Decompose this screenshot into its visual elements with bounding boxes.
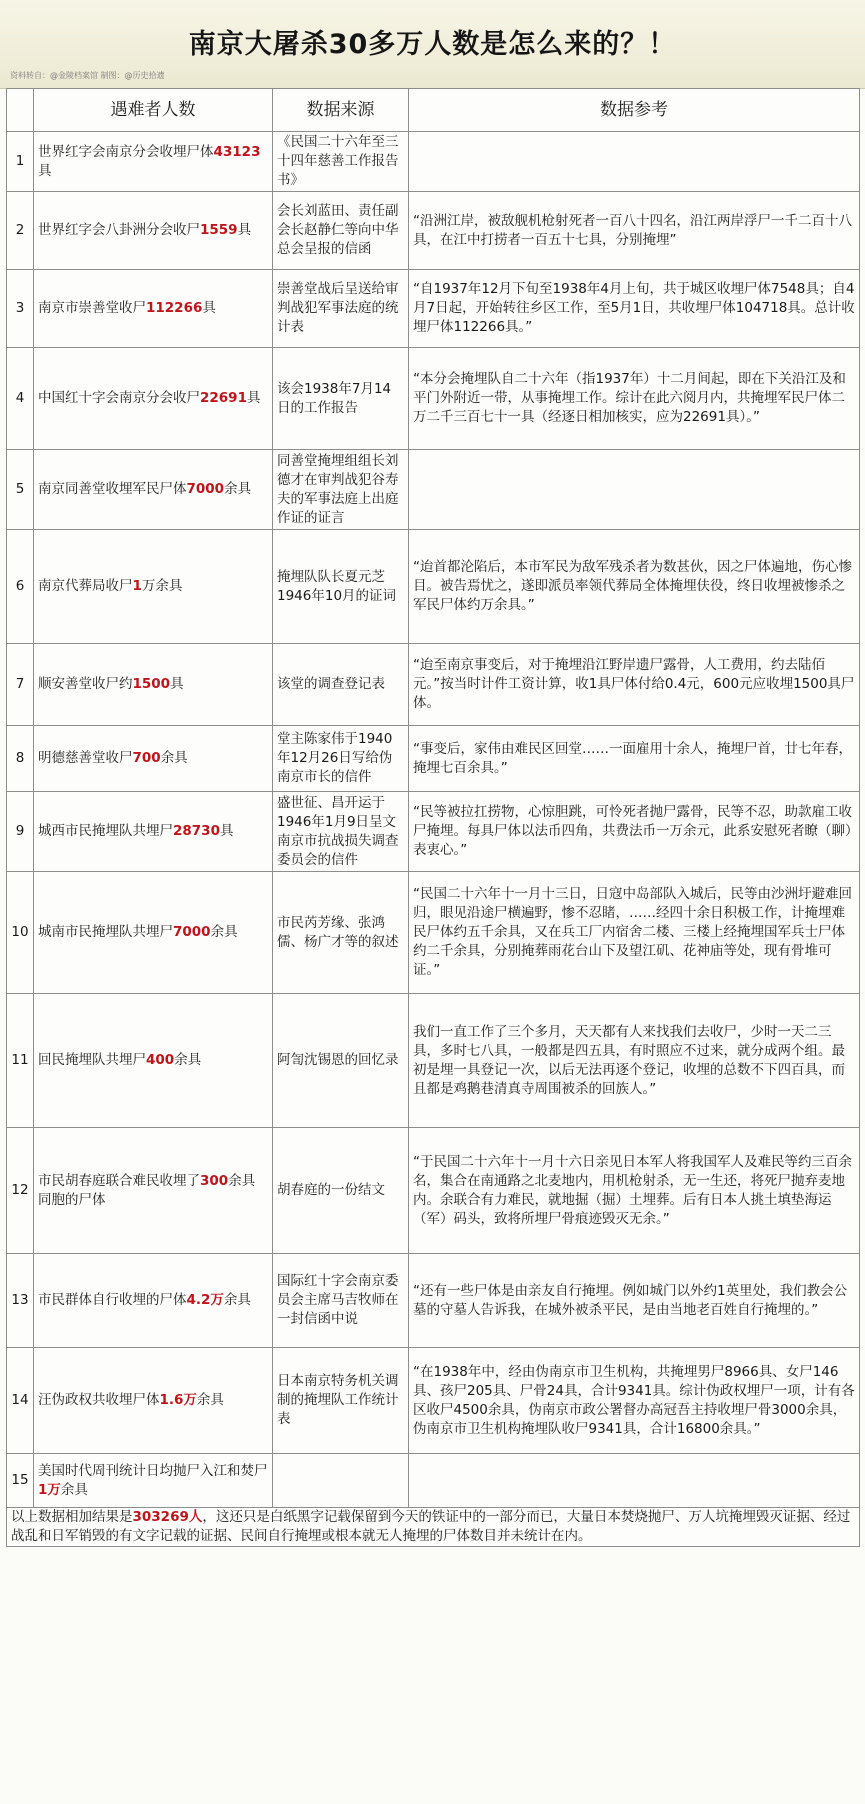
victims-cell	[34, 348, 273, 450]
table-row	[7, 1254, 860, 1348]
source-cell: 会长刘蓝田、责任副会长赵静仁等向中华总会呈报的信函	[273, 192, 409, 270]
header-victims: 遇难者人数	[34, 89, 273, 132]
victims-text: 回民掩埋队共埋尸	[38, 1052, 146, 1068]
victims-count: 1559	[200, 222, 238, 238]
victims-text: 城西市民掩埋队共埋尸	[38, 823, 173, 839]
victims-unit: 具	[237, 222, 252, 238]
victims-text: 顺安善堂收尸约	[38, 676, 133, 692]
row-number: 6	[7, 530, 34, 644]
row-number: 14	[7, 1348, 34, 1454]
victims-text: 汪伪政权共收埋尸体	[38, 1392, 160, 1408]
title-bar	[0, 0, 865, 89]
victims-cell	[34, 132, 273, 192]
row-number: 5	[7, 450, 34, 530]
footer-row	[7, 1508, 860, 1547]
row-number: 2	[7, 192, 34, 270]
row-number: 13	[7, 1254, 34, 1348]
footer-post: ，这还只是白纸黑字记载保留到今天的铁证中的一部分而已，大量日本焚烧抛尸、万人坑掩埋毁灭证据、经过战乱和日军销毁的有文字记载的证据、民间自行掩埋或根本就无人掩埋的尸体数目并未统计在内。	[11, 1509, 851, 1544]
victims-unit: 具	[170, 676, 184, 692]
header-source: 数据来源	[273, 89, 409, 132]
victims-text: 市民群体自行收埋的尸体	[38, 1292, 187, 1308]
reference-cell	[409, 450, 860, 530]
table-row	[7, 530, 860, 644]
header-num	[7, 89, 34, 132]
victims-unit: 余具	[224, 481, 252, 497]
victims-count: 7000	[186, 481, 225, 497]
reference-cell: “民国二十六年十一月十三日，日寇中岛部队入城后，民等由沙洲圩避难回归，眼见沿途尸横遍野，惨不忍睹，……经四十余日积极工作，计掩埋难民尸体约五千余具，又在兵工厂内宿舍二楼、三楼上经掩埋国军兵士尸体约二千余具，分别掩葬雨花台山下及望江矶、花神庙等处，现有骨堆可证。”	[409, 872, 860, 994]
footer-total: 303269人	[132, 1509, 203, 1525]
victims-text: 中国红十字会南京分会收尸	[38, 390, 200, 406]
reference-cell: “事变后，家伟由难民区回堂……一面雇用十余人，掩埋尸首，廿七年春，掩埋七百余具。”	[409, 726, 860, 792]
reference-cell	[409, 132, 860, 192]
victims-unit: 余具	[174, 1052, 202, 1068]
reference-cell: 我们一直工作了三个多月，天天都有人来找我们去收尸，少时一天二三具，多时七八具，一般都是四五具，有时照应不过来，就分成两个组。最初是埋一具登记一次，以后无法再逐个登记，收埋的总数不下四百具，而且都是鸡鹅巷清真寺周围被杀的回族人。”	[409, 994, 860, 1128]
victims-unit: 具	[202, 300, 216, 316]
row-number: 4	[7, 348, 34, 450]
row-number: 12	[7, 1128, 34, 1254]
source-cell: 市民芮芳缘、张鸿儒、杨广才等的叙述	[273, 872, 409, 994]
victims-unit: 具	[219, 823, 234, 839]
reference-cell: “于民国二十六年十一月十六日亲见日本军人将我国军人及难民等约三百余名，集合在南通路之北麦地内，用机枪射杀，无一生还，将死尸抛弃麦地内。余联合有力难民，就地掘（掘）土埋葬。后有日本人挑土填垫海运（军）码头，致将所埋尸骨痕迹毁灭无余。”	[409, 1128, 860, 1254]
victims-unit: 具	[246, 390, 261, 406]
table-row	[7, 872, 860, 994]
victims-count: 700	[132, 750, 161, 766]
source-cell: 同善堂掩埋组组长刘德才在审判战犯谷寿夫的军事法庭上出庭作证的证言	[273, 450, 409, 530]
victims-cell	[34, 994, 273, 1128]
victims-count: 22691	[200, 390, 247, 406]
table-row	[7, 348, 860, 450]
victims-count: 1.6万	[159, 1392, 197, 1408]
table-row	[7, 792, 860, 872]
reference-cell: “本分会掩埋队自二十六年（指1937年）十二月间起，即在下关沿江及和平门外附近一带，从事掩埋工作。综计在此六阅月内，共掩埋军民尸体二万二千三百七十一具（经逐日相加核实，应为22691具）。”	[409, 348, 860, 450]
source-cell	[273, 1454, 409, 1508]
victims-text: 世界红字会南京分会收埋尸体	[38, 143, 214, 160]
source-cell: 国际红十字会南京委员会主席马吉牧师在一封信函中说	[273, 1254, 409, 1348]
reference-cell: “在1938年中，经由伪南京市卫生机构，共掩埋男尸8966具、女尸146具、孩尸205具、尸骨24具，合计9341具。综计伪政权埋尸一项，计有各区收尸4500余具，伪南京市政公署督办高冠吾主持收埋尸骨3000余具，伪南京市卫生机构掩埋队收尸9341具，合计16800余具。”	[409, 1348, 860, 1454]
source-cell: 掩埋队队长夏元芝1946年10月的证词	[273, 530, 409, 644]
row-number: 9	[7, 792, 34, 872]
source-cell: 崇善堂战后呈送给审判战犯军事法庭的统计表	[273, 270, 409, 348]
victims-cell	[34, 450, 273, 530]
victims-text: 市民胡春庭联合难民收埋了	[38, 1172, 200, 1189]
source-cell: 日本南京特务机关调制的掩埋队工作统计表	[273, 1348, 409, 1454]
victims-count: 400	[146, 1052, 175, 1068]
victims-cell	[34, 192, 273, 270]
table-row	[7, 1454, 860, 1508]
victims-text: 世界红字会八卦洲分会收尸	[38, 222, 200, 238]
row-number: 3	[7, 270, 34, 348]
source-cell: 该会1938年7月14日的工作报告	[273, 348, 409, 450]
victims-cell	[34, 726, 273, 792]
victims-count: 7000	[173, 924, 211, 940]
victims-unit: 余具	[196, 1392, 224, 1408]
victims-unit: 具	[38, 162, 52, 179]
table-row	[7, 132, 860, 192]
reference-cell: “迨首都沦陷后，本市军民为敌军残杀者为数甚伙，因之尸体遍地，伤心惨目。被告焉忧之，遂即派员率领代葬局全体掩埋伕役，终日收埋被惨杀之军民尸体约万余具。”	[409, 530, 860, 644]
reference-cell: “自1937年12月下旬至1938年4月上旬，共于城区收埋尸体7548具；自4月7日起，开始转往乡区工作，至5月1日，共收埋尸体104718具。总计收埋尸体112266具。”	[409, 270, 860, 348]
row-number: 1	[7, 132, 34, 192]
source-cell: 盛世征、昌开运于1946年1月9日呈文南京市抗战损失调查委员会的信件	[273, 792, 409, 872]
victims-count: 300	[200, 1172, 229, 1189]
victims-cell	[34, 1348, 273, 1454]
victims-cell	[34, 1454, 273, 1508]
victims-unit: 余具	[160, 750, 188, 766]
row-number: 11	[7, 994, 34, 1128]
source-cell: 胡春庭的一份结文	[273, 1128, 409, 1254]
victims-text: 明德慈善堂收尸	[38, 750, 133, 766]
reference-cell: “还有一些尸体是由亲友自行掩埋。例如城门以外约1英里处，我们教会公墓的守墓人告诉我，在城外被杀平民，是由当地老百姓自行掩埋的。”	[409, 1254, 860, 1348]
victims-unit: 万余具	[141, 578, 183, 594]
table-row	[7, 450, 860, 530]
table-row	[7, 192, 860, 270]
victims-cell	[34, 270, 273, 348]
victims-count: 4.2万	[186, 1292, 224, 1308]
victims-count: 112266	[146, 300, 203, 316]
source-cell: 阿訇沈锡恩的回忆录	[273, 994, 409, 1128]
victims-text: 南京同善堂收埋军民尸体	[38, 481, 187, 497]
victims-unit: 余具同胞的尸体	[38, 1172, 256, 1208]
victims-unit: 余具	[223, 1292, 251, 1308]
source-cell: 该堂的调查登记表	[273, 644, 409, 726]
source-cell: 堂主陈家伟于1940年12月26日写给伪南京市长的信件	[273, 726, 409, 792]
victims-cell	[34, 792, 273, 872]
table-row	[7, 1128, 860, 1254]
table-row	[7, 644, 860, 726]
victims-cell	[34, 1254, 273, 1348]
table-body	[7, 132, 860, 1508]
victims-cell	[34, 530, 273, 644]
reference-cell: “民等被拉扛捞物，心惊胆跳，可怜死者抛尸露骨，民等不忍，助款雇工收尸掩埋。每具尸体以法币四角，共费法币一万余元，此系安慰死者瞭（聊）表衷心。”	[409, 792, 860, 872]
row-number: 15	[7, 1454, 34, 1508]
row-number: 8	[7, 726, 34, 792]
victims-unit: 余具	[210, 924, 238, 940]
page-title: 南京大屠杀30多万人数是怎么来的？！	[188, 29, 677, 60]
victims-count: 43123	[213, 143, 261, 160]
victims-count: 28730	[173, 823, 220, 839]
victims-cell	[34, 872, 273, 994]
row-number: 7	[7, 644, 34, 726]
reference-cell	[409, 1454, 860, 1508]
table-header-row	[7, 89, 860, 132]
victims-text: 城南市民掩埋队共埋尸	[38, 924, 173, 940]
victims-cell	[34, 1128, 273, 1254]
source-cell: 《民国二十六年至三十四年慈善工作报告书》	[273, 132, 409, 192]
footer-pre: 以上数据相加结果是	[11, 1509, 133, 1525]
victims-text: 南京代葬局收尸	[38, 578, 133, 594]
header-reference: 数据参考	[409, 89, 860, 132]
victims-count: 1	[132, 578, 142, 594]
table-row	[7, 994, 860, 1128]
row-number: 10	[7, 872, 34, 994]
table-row	[7, 1348, 860, 1454]
data-table	[6, 88, 860, 1547]
table-row	[7, 270, 860, 348]
footer-note	[7, 1508, 860, 1547]
victims-cell	[34, 644, 273, 726]
credit-line: 资料转自：@金陵档案馆 制图：@历史拾遗	[10, 71, 165, 80]
reference-cell: “沿洲江岸，被敌舰机枪射死者一百八十四名，沿江两岸浮尸一千二百十八具，在江中打捞者一百五十七具，分别掩埋”	[409, 192, 860, 270]
victims-text: 南京市崇善堂收尸	[38, 300, 146, 316]
victims-unit: 余具	[60, 1481, 88, 1498]
reference-cell: “迨至南京事变后，对于掩埋沿江野岸遗尸露骨，人工费用，约去陆佰元。”按当时计件工资计算，收1具尸体付给0.4元，600元应收埋1500具尸体。	[409, 644, 860, 726]
table-row	[7, 726, 860, 792]
victims-count: 1500	[132, 676, 171, 692]
victims-count: 1万	[38, 1481, 61, 1498]
victims-text: 美国时代周刊统计日均抛尸入江和焚尸	[38, 1462, 268, 1479]
